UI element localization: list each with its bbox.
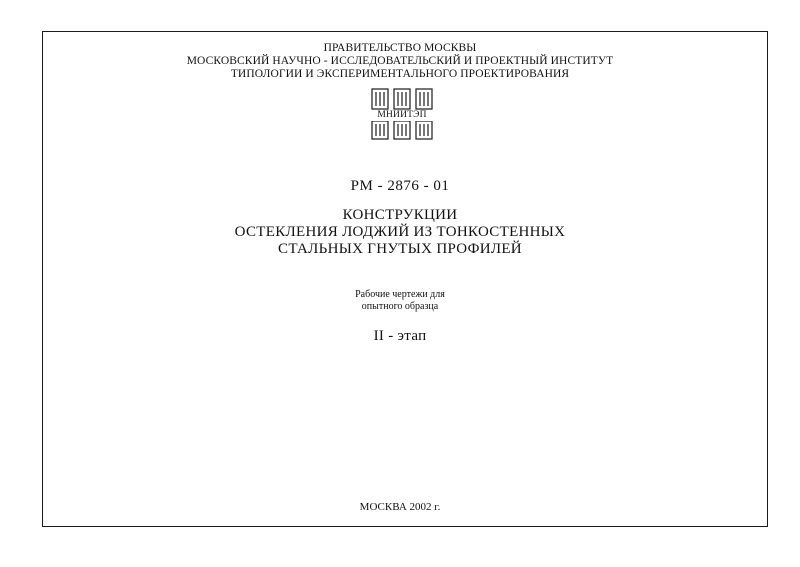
document-title-line-3: СТАЛЬНЫХ ГНУТЫХ ПРОФИЛЕЙ bbox=[278, 241, 522, 257]
document-title-line-1: КОНСТРУКЦИИ bbox=[342, 207, 458, 223]
header-line-institute-continued: ТИПОЛОГИИ И ЭКСПЕРИМЕНТАЛЬНОГО ПРОЕКТИРОВАНИЯ bbox=[230, 68, 570, 80]
document-title bbox=[0, 207, 800, 258]
header-line-institute: МОСКОВСКИЙ НАУЧНО - ИССЛЕДОВАТЕЛЬСКИЙ И ПРОЕКТНЫЙ ИНСТИТУТ bbox=[186, 55, 614, 67]
city-year: МОСКВА 2002 г. bbox=[359, 501, 441, 513]
logo-label: МНИИТЭП bbox=[369, 110, 435, 121]
organization-header bbox=[0, 42, 800, 81]
header-line-government: ПРАВИТЕЛЬСТВО МОСКВЫ bbox=[323, 42, 477, 54]
document-stage: II - этап bbox=[373, 328, 427, 344]
document-subtitle-line-1: Рабочие чертежи для bbox=[355, 289, 445, 300]
institute-logo-icon bbox=[369, 86, 435, 142]
document-title-line-2: ОСТЕКЛЕНИЯ ЛОДЖИЙ ИЗ ТОНКОСТЕННЫХ bbox=[234, 224, 566, 240]
document-subtitle-line-2: опытного образца bbox=[361, 301, 439, 312]
document-subtitle bbox=[0, 289, 800, 313]
document-code: РМ - 2876 - 01 bbox=[350, 178, 450, 194]
